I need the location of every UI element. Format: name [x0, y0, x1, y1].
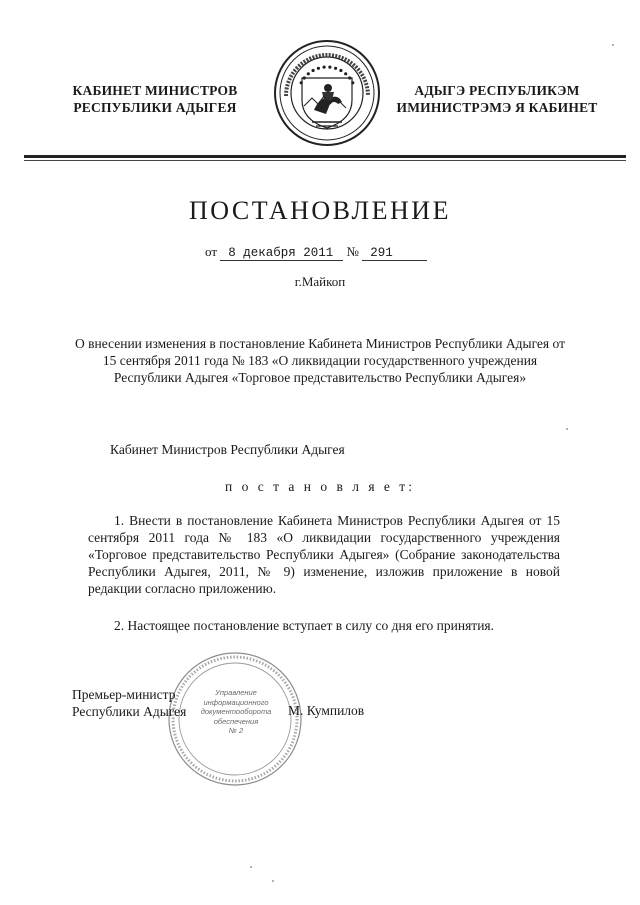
header-rule-thick	[24, 155, 626, 158]
emblem-star	[348, 76, 351, 79]
emblem-star	[334, 67, 337, 70]
header-right-ady	[372, 82, 622, 116]
header-left-line1: КАБИНЕТ МИНИСТРОВ	[72, 83, 238, 98]
emblem-star	[300, 81, 303, 84]
scan-speck	[272, 880, 274, 882]
signatory-position-line1: Премьер-министр	[72, 687, 176, 702]
emblem-star	[323, 66, 326, 69]
signatory-position-line2: Республики Адыгея	[72, 704, 187, 719]
header-right-line2: ИМИНИСТРЭМЭ Я КАБИНЕТ	[396, 100, 598, 115]
stamp-line4: обеспечения	[213, 716, 259, 726]
decrees-word: п о с т а н о в л я е т:	[225, 479, 415, 494]
coat-of-arms-icon	[272, 38, 382, 148]
emblem-star	[344, 72, 347, 75]
emblem-star	[339, 69, 342, 72]
stamp-line2: информационного	[203, 697, 269, 707]
emblem-star	[307, 72, 310, 75]
stamp-line3: документооборота	[200, 707, 272, 716]
emblem-star	[303, 76, 306, 79]
header-right-line1: АДЫГЭ РЕСПУБЛИКЭМ	[414, 83, 580, 98]
signatory-position	[72, 686, 186, 720]
number-value: 291	[362, 246, 427, 261]
stamp-text	[196, 688, 276, 736]
clause-2: 2. Настоящее постановление вступает в силу со дня его принятия.	[114, 618, 495, 633]
header-left-ru	[40, 82, 270, 116]
signatory-name: М. Кумпилов	[288, 703, 365, 718]
scan-speck	[250, 866, 252, 868]
clause-1: 1. Внести в постановление Кабинета Министров Республики Адыгея от 15 сентября 2011 года № 183 «О ликвидации государственного учреждения «Торговое представительство Республики Адыгея» (Собрание законодательства Республики Адыгея, 2011, № 9) изменение, изложив приложение в новой редакции согласно приложению.	[88, 513, 560, 596]
number-prefix: №	[346, 244, 359, 259]
header-rule-thin	[24, 160, 626, 161]
emblem-star	[312, 69, 315, 72]
issuing-body: Кабинет Министров Республики Адыгея	[110, 442, 345, 457]
document-title: ПОСТАНОВЛЕНИЕ	[189, 196, 451, 225]
stamp-line1: Управление	[215, 688, 257, 697]
stamp-line5: № 2	[228, 726, 244, 735]
date-prefix: от	[205, 244, 218, 259]
city: г.Майкоп	[294, 274, 346, 289]
date-number-line	[205, 244, 427, 261]
emblem-star	[317, 67, 320, 70]
emblem-star	[328, 66, 331, 69]
emblem-star	[351, 81, 354, 84]
document-subject: О внесении изменения в постановление Кабинета Министров Республики Адыгея от 15 сентября 2011 года № 183 «О ликвидации государственного учреждения Республики Адыгея «Торговое представительство Республики Адыгея»	[75, 336, 565, 385]
header-left-line2: РЕСПУБЛИКИ АДЫГЕЯ	[73, 100, 237, 115]
date-value: 8 декабря 2011	[220, 246, 343, 261]
scan-speck	[566, 428, 568, 430]
scan-speck	[612, 44, 614, 46]
